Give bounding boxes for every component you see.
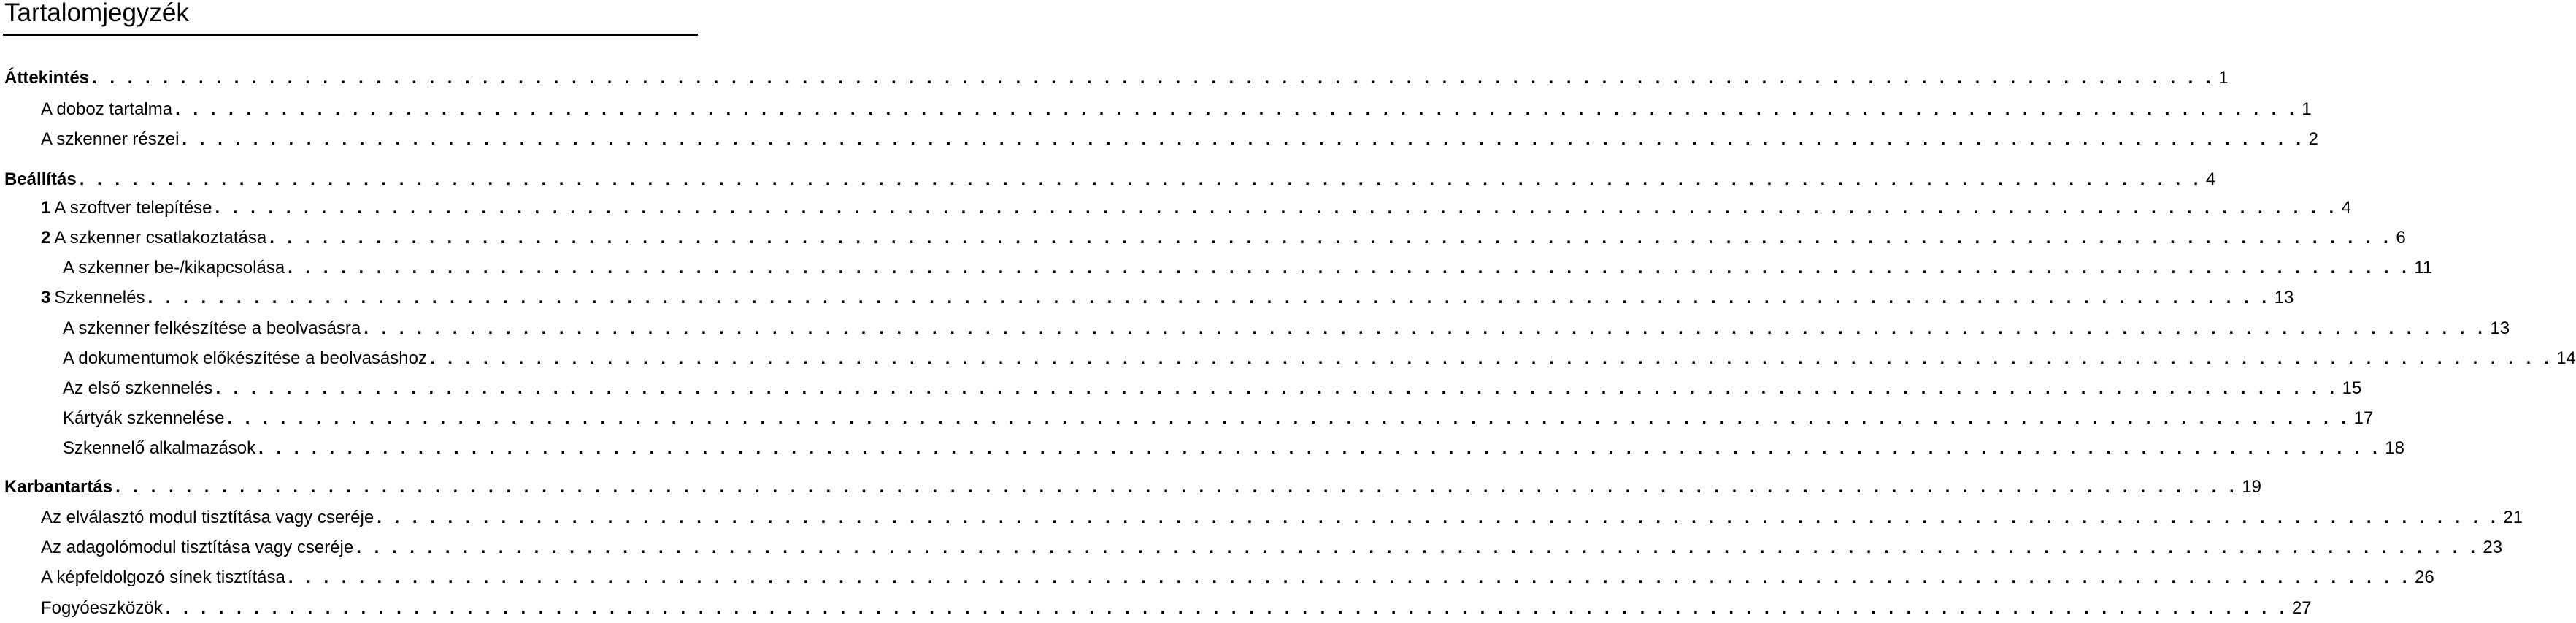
toc-entry[interactable] bbox=[41, 537, 2503, 559]
dot-leader: . . . . . . . . . . . . . . . . . . . . . . . . . . . . . . . . . . . . . . . . . . . . . . . . . . . . . . . . . . . . . . . . . . . . . . . . . . . . . . . . . . . . . . . . . . . . . . . . . . . . . . . . . . . . . . . . . . . . . . . . bbox=[364, 318, 2487, 338]
toc-entry-title: A képfeldolgozó sínek tisztítása bbox=[41, 567, 285, 587]
toc-entry-label bbox=[63, 318, 361, 340]
toc-entry[interactable] bbox=[4, 476, 2261, 498]
dot-leader: . . . . . . . . . . . . . . . . . . . . . . . . . . . . . . . . . . . . . . . . . . . . . . . . . . . . . . . . . . . . . . . . . . . . . . . . . . . . . . . . . . . . . . . . . . . . . . . . . . . . . . . . . . . . . . . . . . . . . . . . bbox=[356, 538, 2480, 557]
toc-entry-number: 3 bbox=[41, 288, 51, 307]
toc-page-number: 18 bbox=[2385, 438, 2404, 458]
dot-leader: . . . . . . . . . . . . . . . . . . . . . . . . . . . . . . . . . . . . . . . . . . . . . . . . . . . . . . . . . . . . . . . . . . . . . . . . . . . . . . . . . . . . . . . . . . . . . . . . . . . . . . . . . . . . . . . . . . . . . . . . bbox=[92, 68, 2215, 88]
dot-leader: . . . . . . . . . . . . . . . . . . . . . . . . . . . . . . . . . . . . . . . . . . . . . . . . . . . . . . . . . . . . . . . . . . . . . . . . . . . . . . . . . . . . . . . . . . . . . . . . . . . . . . . . . . . . . . . . . . . . . . . . bbox=[258, 438, 2382, 458]
toc-entry[interactable] bbox=[41, 597, 2312, 619]
toc-page-number: 15 bbox=[2342, 378, 2362, 398]
toc-entry[interactable] bbox=[41, 227, 2406, 249]
toc-entry-title: A szkenner csatlakoztatása bbox=[54, 228, 267, 248]
toc-entry[interactable] bbox=[63, 257, 2433, 279]
toc-entry[interactable] bbox=[41, 129, 2318, 150]
toc-entry[interactable] bbox=[63, 437, 2404, 459]
toc-entry-title: A dokumentumok előkészítése a beolvasáshoz bbox=[63, 348, 427, 368]
dot-leader: . . . . . . . . . . . . . . . . . . . . . . . . . . . . . . . . . . . . . . . . . . . . . . . . . . . . . . . . . . . . . . . . . . . . . . . . . . . . . . . . . . . . . . . . . . . . . . . . . . . . . . . . . . . . . . . . . . . . . . . . bbox=[215, 378, 2339, 398]
toc-page-number: 13 bbox=[2274, 288, 2294, 307]
dot-leader: . . . . . . . . . . . . . . . . . . . . . . . . . . . . . . . . . . . . . . . . . . . . . . . . . . . . . . . . . . . . . . . . . . . . . . . . . . . . . . . . . . . . . . . . . . . . . . . . . . . . . . . . . . . . . . . . . . . . . . . . bbox=[227, 408, 2350, 428]
toc-entry-label bbox=[63, 437, 255, 459]
dot-leader: . . . . . . . . . . . . . . . . . . . . . . . . . . . . . . . . . . . . . . . . . . . . . . . . . . . . . . . . . . . . . . . . . . . . . . . . . . . . . . . . . . . . . . . . . . . . . . . . . . . . . . . . . . . . . . . . . . . . . . . . bbox=[182, 129, 2305, 149]
toc-page-number: 11 bbox=[2414, 258, 2433, 278]
toc-page-number: 19 bbox=[2242, 477, 2261, 497]
toc-entry[interactable] bbox=[63, 348, 2576, 370]
toc-page-number: 26 bbox=[2415, 567, 2434, 587]
toc-page-number: 6 bbox=[2396, 228, 2406, 248]
toc-entry[interactable] bbox=[41, 567, 2434, 589]
dot-leader: . . . . . . . . . . . . . . . . . . . . . . . . . . . . . . . . . . . . . . . . . . . . . . . . . . . . . . . . . . . . . . . . . . . . . . . . . . . . . . . . . . . . . . . . . . . . . . . . . . . . . . . . . . . . . . . . . . . . . . . . bbox=[429, 348, 2553, 368]
page-title: Tartalomjegyzék bbox=[4, 0, 189, 27]
toc-entry-label bbox=[63, 348, 427, 370]
toc-page-number: 1 bbox=[2302, 99, 2312, 119]
toc-entry-title: Az első szkennelés bbox=[63, 378, 213, 398]
toc-entry-title: A szkenner részei bbox=[41, 129, 180, 149]
toc-page-number: 21 bbox=[2503, 508, 2523, 527]
toc-page-number: 13 bbox=[2490, 318, 2510, 338]
toc-entry[interactable] bbox=[41, 287, 2294, 309]
dot-leader: . . . . . . . . . . . . . . . . . . . . . . . . . . . . . . . . . . . . . . . . . . . . . . . . . . . . . . . . . . . . . . . . . . . . . . . . . . . . . . . . . . . . . . . . . . . . . . . . . . . . . . . . . . . . . . . . . . . . . . . . bbox=[269, 228, 2393, 248]
dot-leader: . . . . . . . . . . . . . . . . . . . . . . . . . . . . . . . . . . . . . . . . . . . . . . . . . . . . . . . . . . . . . . . . . . . . . . . . . . . . . . . . . . . . . . . . . . . . . . . . . . . . . . . . . . . . . . . . . . . . . . . . bbox=[175, 99, 2299, 119]
toc-page-number: 4 bbox=[2205, 169, 2216, 189]
toc-entry-label bbox=[63, 408, 224, 429]
toc-page-number: 1 bbox=[2218, 68, 2229, 88]
toc-entry-label bbox=[63, 257, 285, 279]
toc-entry-label bbox=[41, 597, 163, 619]
toc-page-number: 27 bbox=[2291, 598, 2312, 618]
dot-leader: . . . . . . . . . . . . . . . . . . . . . . . . . . . . . . . . . . . . . . . . . . . . . . . . . . . . . . . . . . . . . . . . . . . . . . . . . . . . . . . . . . . . . . . . . . . . . . . . . . . . . . . . . . . . . . . . . . . . . . . . bbox=[215, 198, 2338, 218]
toc-entry-title: Az adagolómodul tisztítása vagy cseréje bbox=[41, 538, 354, 557]
toc-entry-label bbox=[41, 537, 353, 559]
toc-entry-label bbox=[4, 476, 112, 498]
toc-page-number: 17 bbox=[2353, 408, 2374, 428]
dot-leader: . . . . . . . . . . . . . . . . . . . . . . . . . . . . . . . . . . . . . . . . . . . . . . . . . . . . . . . . . . . . . . . . . . . . . . . . . . . . . . . . . . . . . . . . . . . . . . . . . . . . . . . . . . . . . . . . . . . . . . . . bbox=[147, 288, 2271, 307]
title-rule bbox=[3, 34, 698, 36]
toc-entry-label bbox=[4, 67, 89, 89]
toc-page-number: 2 bbox=[2308, 129, 2318, 149]
toc-entry-title: Kártyák szkennelése bbox=[63, 408, 225, 428]
toc-entry-title: A doboz tartalma bbox=[41, 99, 173, 119]
toc-entry-label bbox=[41, 129, 179, 150]
dot-leader: . . . . . . . . . . . . . . . . . . . . . . . . . . . . . . . . . . . . . . . . . . . . . . . . . . . . . . . . . . . . . . . . . . . . . . . . . . . . . . . . . . . . . . . . . . . . . . . . . . . . . . . . . . . . . . . . . . . . . . . . bbox=[79, 169, 2202, 189]
toc-page-number: 14 bbox=[2556, 348, 2576, 368]
toc-entry[interactable] bbox=[63, 318, 2510, 340]
dot-leader: . . . . . . . . . . . . . . . . . . . . . . . . . . . . . . . . . . . . . . . . . . . . . . . . . . . . . . . . . . . . . . . . . . . . . . . . . . . . . . . . . . . . . . . . . . . . . . . . . . . . . . . . . . . . . . . . . . . . . . . . bbox=[288, 567, 2412, 587]
toc-entry-title: A szkenner be-/kikapcsolása bbox=[63, 258, 285, 278]
toc-entry-label bbox=[41, 227, 266, 249]
toc-entry-title: Karbantartás bbox=[4, 477, 113, 497]
toc-page-number: 23 bbox=[2483, 538, 2503, 557]
toc-entry[interactable] bbox=[41, 197, 2351, 219]
toc-entry-number: 1 bbox=[41, 198, 51, 218]
toc-entry-label bbox=[41, 567, 285, 589]
toc-entry-label bbox=[41, 99, 172, 121]
toc-entry[interactable] bbox=[41, 507, 2523, 529]
toc-entry[interactable] bbox=[63, 408, 2374, 429]
toc-entry[interactable] bbox=[63, 378, 2362, 400]
toc-entry-title: A szoftver telepítése bbox=[54, 198, 212, 218]
dot-leader: . . . . . . . . . . . . . . . . . . . . . . . . . . . . . . . . . . . . . . . . . . . . . . . . . . . . . . . . . . . . . . . . . . . . . . . . . . . . . . . . . . . . . . . . . . . . . . . . . . . . . . . . . . . . . . . . . . . . . . . . bbox=[377, 508, 2500, 527]
toc-entry-label bbox=[4, 169, 77, 191]
toc-entry-label bbox=[41, 287, 145, 309]
toc-entry-title: Szkennelő alkalmazások bbox=[63, 438, 256, 458]
toc-page-number: 4 bbox=[2341, 198, 2351, 218]
dot-leader: . . . . . . . . . . . . . . . . . . . . . . . . . . . . . . . . . . . . . . . . . . . . . . . . . . . . . . . . . . . . . . . . . . . . . . . . . . . . . . . . . . . . . . . . . . . . . . . . . . . . . . . . . . . . . . . . . . . . . . . . bbox=[288, 258, 2411, 278]
toc-entry-title: A szkenner felkészítése a beolvasásra bbox=[63, 318, 361, 338]
toc-entry-title: Fogyóeszközök bbox=[41, 598, 163, 618]
toc-entry-title: Beállítás bbox=[4, 169, 77, 189]
toc-entry-label bbox=[41, 197, 212, 219]
toc-entry-label bbox=[63, 378, 212, 400]
toc-entry-title: Áttekintés bbox=[4, 68, 90, 88]
toc-entry-number: 2 bbox=[41, 228, 51, 248]
toc-entry[interactable] bbox=[41, 99, 2312, 121]
toc-entry-title: Szkennelés bbox=[54, 288, 145, 307]
toc-entry-title: Az elválasztó modul tisztítása vagy cseréje bbox=[41, 508, 374, 527]
dot-leader: . . . . . . . . . . . . . . . . . . . . . . . . . . . . . . . . . . . . . . . . . . . . . . . . . . . . . . . . . . . . . . . . . . . . . . . . . . . . . . . . . . . . . . . . . . . . . . . . . . . . . . . . . . . . . . . . . . . . . . . . bbox=[165, 598, 2288, 618]
toc-entry[interactable] bbox=[4, 169, 2216, 191]
dot-leader: . . . . . . . . . . . . . . . . . . . . . . . . . . . . . . . . . . . . . . . . . . . . . . . . . . . . . . . . . . . . . . . . . . . . . . . . . . . . . . . . . . . . . . . . . . . . . . . . . . . . . . . . . . . . . . . . . . . . . . . . bbox=[115, 477, 2239, 497]
toc-entry-label bbox=[41, 507, 374, 529]
toc-entry[interactable] bbox=[4, 67, 2229, 89]
